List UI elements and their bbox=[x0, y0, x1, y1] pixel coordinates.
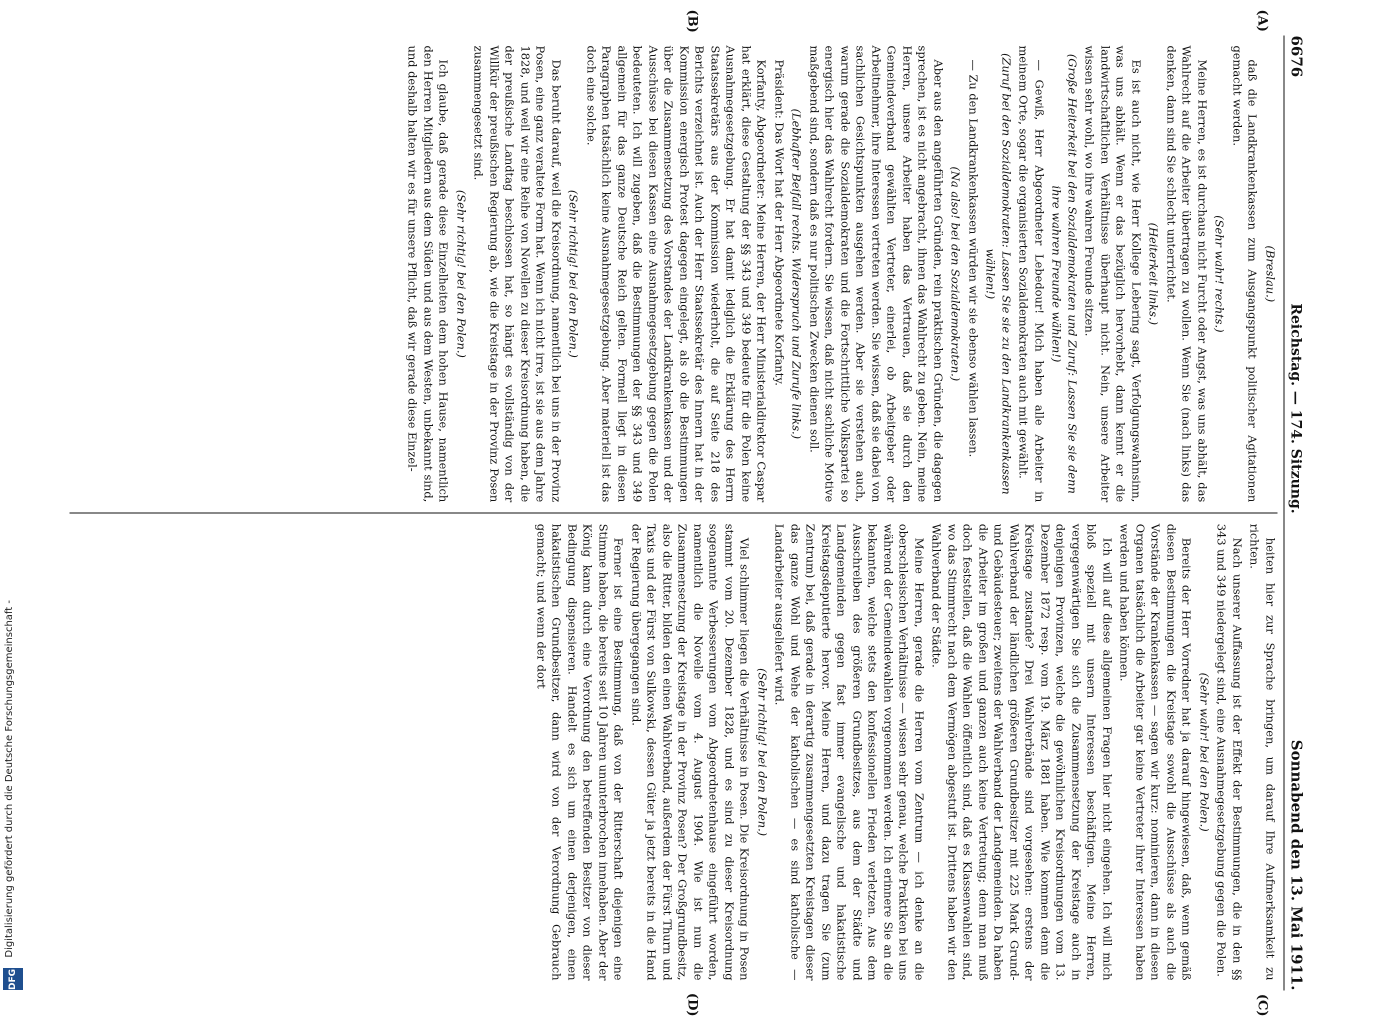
paragraph: Präsident: Das Wort hat der Herr Abgeordnete Korfanty. bbox=[772, 59, 787, 386]
text-columns bbox=[70, 36, 1278, 991]
margin-mark-c: (C) bbox=[1254, 993, 1270, 1017]
interjection: (Sehr wahr! rechts.) bbox=[1213, 215, 1227, 333]
paragraph: Meine Herren, es ist durchaus nicht Furcht oder Angst, was uns abhält, das Wahlrecht auf die Arbeiter übertragen zu wollen. Wenn Sie (nach links) das denken, dann sind Sie schlecht unterrichtet. bbox=[1164, 45, 1210, 503]
interjection: (Sehr wahr! bei den Polen.) bbox=[1197, 672, 1212, 832]
paragraph: Ich will auf diese allgemeinen Fragen hier nicht eingehen. Ich will mich bloß speziell mit unsern Interessen beschäftigen. Meine Herren, vergegenwärtigen Sie sich die Zusammensetzung der Kreistage auch in denjenigen Provinzen, welche die gewöhnlichen Kreisordnungen vom 13. Dezember 1872 resp. vom 19. März 1881 haben. Wie kommen denn die Kreistage zustande? Drei Wahlverbände sind vorgesehen: erstens der Wahlverband der ländlichen größeren Grundbesitzer mit 225 Mark Grund- und Gebäudesteuer; zweitens der Wahlverband der Landgemeinden. Da haben die Arbeiter im großen und ganzen auch keine Vertretung; denn man muß doch feststellen, daß die Wahlen öffentlich sind, daß es Klassenwahlen sind, wo das Stimmrecht nach dem Vermögen abgestuft ist. Drittens haben wir den Wahlverband der Städte. bbox=[930, 523, 1115, 981]
left-column bbox=[70, 36, 1278, 513]
side-strip bbox=[0, 0, 26, 1000]
interjection: (Große Heiterkeit bei den Sozialdemokraten und Zuruf: Lassen Sie sie denn ihre wahren Freunde wählen!) bbox=[1050, 53, 1080, 494]
paragraph: Meine Herren, gerade die Herren vom Zentrum — ich denke an die oberschlesischen Verhältnisse — wissen sehr genau, welche Praktiken bei uns während der Gemeindewahlen vorgenommen werden. Ich erinnere Sie an die bekannten, welche stets den konfessionellen Frieden verletzen. Aus dem Ausschreiben des größeren Grundbesitzes, aus dem der Städte und Landgemeinden gegen fast immer evangelische und hakatistische Kreistagsdeputierte hervor. Meine Herren, und dazu tragen Sie (zum Zentrum) bei, daß gerade in derartig zusammengesetzten Kreistagen dieser das ganze Wohl und Wehe der katholischen — es sind katholische — Landarbeiter ausgeliefert wird. bbox=[773, 523, 927, 981]
paragraph: Nach unserer Auffassung ist der Effekt der Bestimmungen, die in den §§ 343 und 349 niedergelegt sind, eine Ausnahmegesetzgebung gegen die Polen. bbox=[1215, 523, 1245, 981]
interjection: (Sehr richtig! bei den Polen.) bbox=[567, 189, 581, 358]
paragraph: Bereits der Herr Vorredner hat ja darauf hingewiesen, daß, wenn gemäß diesen Bestimmungen die Kreistage sowohl die Ausschüsse als auch die Vorstände der Krankenkassen — sagen wir kurz: nominieren, dann in diesen Organen tatsächlich die Arbeiter gar keine Vertreter ihrer Interessen haben werden und haben können. bbox=[1118, 523, 1194, 981]
paragraph: Viel schlimmer liegen die Verhältnisse in Posen. Die Kreisordnung in Posen stammt vom 20. Dezember 1828, und es sind zu dieser Kreisordnung sogenannte Verbesserungen vom Abgeordnetenhause eingeführt worden, namentlich die Novelle vom 4. August 1904. Wie ist nun die Zusammensetzung der Kreistage in der Provinz Posen? Der Großgrundbesitz, also die Ritter, bilden den einen Wahlverband, außerdem der Fürst Thurn und Taxis und der Fürst von Sulkowski, dessen Güter ja jetzt bereits in die Hand der Regierung übergegangen sind. bbox=[629, 523, 752, 981]
paragraph: Ferner ist eine Bestimmung, daß von der Ritterschaft diejenigen eine Stimme haben, die bereits seit 10 Jahren ununterbrochen innehaben. Aber der König kann durch eine Verordnung den betreffenden Besitzer von dieser Bedingung dispensieren. Handelt es sich um einen derjenigen, einen hakatistischen Grundbesitzer, dann wird von der Verordnung Gebrauch gemacht; und wenn der dort bbox=[534, 523, 626, 981]
interjection: (Zuruf bei den Sozialdemokraten: Lassen Sie sie zu den Landkrankenkassen wählen!) bbox=[984, 53, 1014, 495]
page-frame bbox=[70, 9, 1310, 1017]
paragraph: Das beruht darauf, weil die Kreisordnung, namentlich bei uns in der Provinz Posen, eine ganz veraltete Form hat. Wenn ich nicht irre, ist sie aus dem Jahre 1828, und weil wir eine Reihe von Novellen zu dieser Kreisordnung haben, die der preußische Landtag beschlossen hat, so hängt es vollständig von der Willkür der preußischen Regierung ab, wie die Kreistage in der Provinz Posen zusammengesetzt sind. bbox=[472, 45, 564, 503]
header-date: Sonnabend den 13. Mai 1911. bbox=[1287, 739, 1306, 991]
interjection: (Lebhafter Beifall rechts. Widerspruch und Zurufe links.) bbox=[790, 108, 804, 440]
margin-mark-a: (A) bbox=[1254, 9, 1270, 32]
right-column bbox=[70, 514, 1278, 991]
interjection: (Heiterkeit links.) bbox=[1147, 222, 1161, 326]
paragraph: daß die Landkrankenkassen zum Ausgangspunkt politischer Agitationen gemacht werden. bbox=[1230, 45, 1260, 503]
interjection: (Breslau.) bbox=[1263, 245, 1278, 303]
paragraph: Ich glaube, daß gerade diese Einzelheiten dem hohen Hause, namentlich den Herren Mitgliedern aus dem Süden und aus dem Westen, unbekannt sind, und deshalb halten wir es für unsere Pflicht, daß wir gerade diese Einzel- bbox=[406, 45, 451, 503]
margin-mark-d: (D) bbox=[684, 992, 700, 1017]
interjection: (Sehr richtig! bei den Polen.) bbox=[454, 189, 469, 358]
dfg-logo: DFG bbox=[3, 968, 23, 990]
paragraph: — Gewiß, Herr Abgeordneter Lebedour! Mich haben alle Arbeiter in meinem Orte, sogar die organisierten Sozialdemokraten auch mit gewählt. bbox=[1017, 45, 1047, 503]
paragraph: Korfanty, Abgeordneter: Meine Herren, der Herr Ministerialdirektor Caspar hat erklärt, diese Gestaltung der §§ 343 und 349 bedeute für die Polen keine Ausnahmegesetzgebung. Er hat damit lediglich die Erklärung des Herrn Staatssekretärs aus der Kommission wiederholt, die auf Seite 218 des Berichts verzeichnet ist. Auch der Herr Staatssekretär des Innern hat in der Kommission energisch Protest dagegen eingelegt, als ob die Bestimmungen über die Zusammensetzung des Vorstandes der Landkrankenkassen und der Ausschüsse bei diesen Kassen eine Ausnahmegesetzgebung gegen die Polen bedeuteten. Ich will zugeben, daß die Bestimmungen der §§ 343 und 349 allgemein für das ganze Deutsche Reich gelten. Formell liegt in diesen Paragraphen tatsächlich keine Ausnahmegesetzgebung. Aber materiell ist das doch eine solche. bbox=[584, 45, 769, 503]
margin-mark-b: (B) bbox=[684, 9, 700, 33]
interjection: (Sehr richtig! bei den Polen.) bbox=[755, 668, 770, 837]
scanned-page bbox=[70, 9, 1310, 1017]
paragraph: Aber aus den angeführten Gründen, rein praktischen Gründen, die dagegen sprechen, ist es nicht angebracht, ihnen das Wahlrecht zu geben. Nein, meine Herren, unsere Arbeiter haben das Vertrauen, daß sie durch den Gemeindeverband gewählten Vertreter, einerlei, ob Arbeitgeber oder Arbeitnehmer, ihre Interessen vertreten werden. Sie wissen, daß sie dabei von sachlichen Gesichtspunkten ausgehen werden. Aber sie verstehen auch, warum gerade die Sozialdemokraten und die Fortschrittliche Volkspartei so energisch hier das Wahlrecht fordern. Sie wissen, daß nicht sachliche Motive maßgebend sind, sondern daß es nur politischen Zwecken dienen soll. bbox=[807, 45, 946, 503]
page-header bbox=[1284, 36, 1310, 991]
paragraph: heiten hier zur Sprache bringen, um darauf Ihre Aufmerksamkeit zu richten. bbox=[1248, 523, 1278, 981]
header-title: Reichstag. — 174. Sitzung. bbox=[1287, 303, 1304, 514]
paragraph: Es ist auch nicht, wie Herr Kollege Lebering sagt, Verfolgungswahnsinn, was uns abhält. Wenn er das bezüglich hervorhebt, dann kennt er die landwirtschaftlichen Verhältnisse überhaupt nicht. Nein, unsere Arbeiter wissen sehr wohl, wo ihre wahren Freunde sitzen. bbox=[1083, 45, 1144, 503]
digitization-credit: Digitalisierung gefördert durch die Deutsche Forschungsgemeinschaft - bbox=[4, 600, 15, 958]
interjection: (Na also! bei den Sozialdemokraten.) bbox=[949, 166, 963, 382]
paragraph: — Zu den Landkrankenkassen würden wir sie ebenso wählen lassen. bbox=[966, 59, 981, 458]
page-number: 6676 bbox=[1287, 35, 1306, 78]
